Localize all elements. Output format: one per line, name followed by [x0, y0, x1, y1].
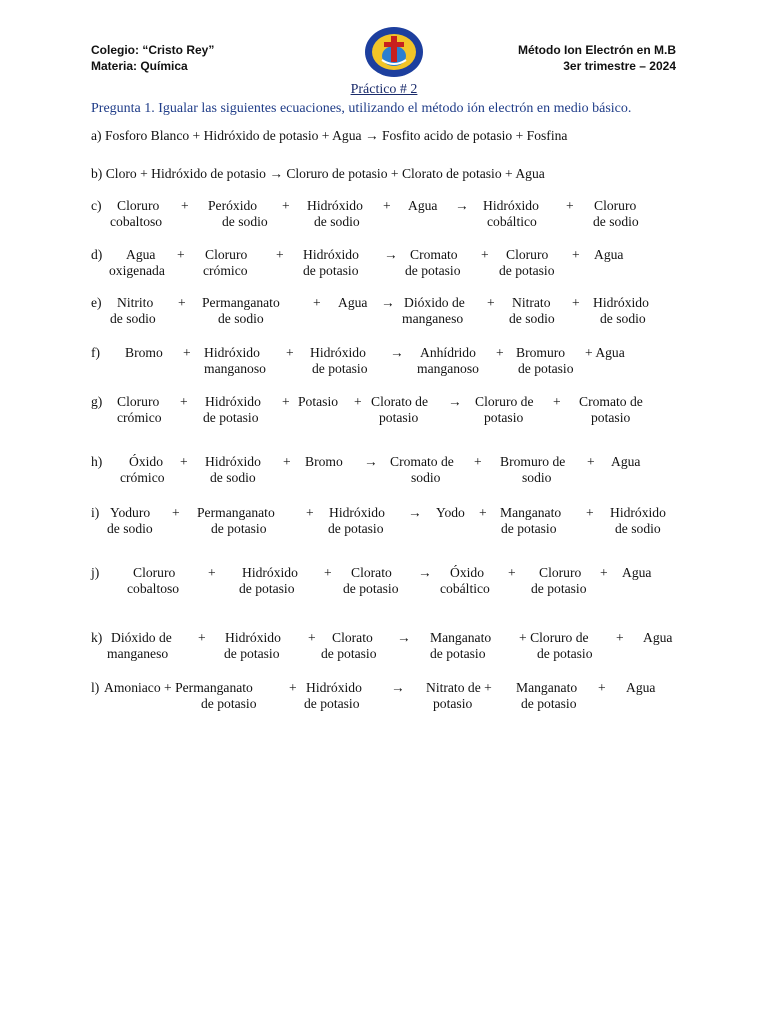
term: Yodo — [436, 505, 465, 520]
term: Dióxido de — [404, 295, 465, 310]
term: manganoso — [417, 361, 479, 376]
page-title: Práctico # 2 — [350, 82, 418, 97]
term: Cloruro de — [475, 394, 534, 409]
term: Cromato de — [579, 394, 643, 409]
operator: + — [283, 454, 291, 469]
term: Agua — [126, 247, 156, 262]
term: potasio — [591, 410, 631, 425]
subject-name: Materia: Química — [91, 59, 188, 73]
term: Cloruro — [133, 565, 176, 580]
term: + Cloruro de — [519, 630, 589, 645]
term: de potasio — [499, 263, 555, 278]
term: de potasio — [312, 361, 368, 376]
term: de sodio — [600, 311, 646, 326]
equation-d — [0, 247, 768, 281]
term: Potasio — [298, 394, 339, 409]
equation-label: h) — [91, 454, 103, 469]
equation-label: i) — [91, 505, 100, 520]
term: Hidróxido — [307, 198, 363, 213]
term: de potasio — [430, 646, 486, 661]
operator: + — [177, 247, 185, 262]
term: Agua — [408, 198, 438, 213]
term: crómico — [203, 263, 248, 278]
arrow: → — [391, 680, 405, 695]
term: de potasio — [211, 521, 267, 536]
term: de potasio — [321, 646, 377, 661]
term: Cloruro — [539, 565, 582, 580]
operator: + — [178, 295, 186, 310]
term: Peróxido — [208, 198, 258, 213]
arrow: → — [384, 247, 398, 262]
term: potasio — [433, 696, 473, 711]
term: de sodio — [210, 470, 256, 485]
arrow: → — [448, 394, 462, 409]
operator: + — [600, 565, 608, 580]
school-name: Colegio: “Cristo Rey” — [91, 43, 215, 57]
term: de potasio — [531, 581, 587, 596]
operator: + — [481, 247, 489, 262]
operator: + — [172, 505, 180, 520]
operator: + — [496, 345, 504, 360]
term: Nitrito — [117, 295, 154, 310]
term: Bromo — [305, 454, 343, 469]
equation-j — [0, 565, 768, 599]
term: de sodio — [218, 311, 264, 326]
equation-g — [0, 394, 768, 428]
equation-f — [0, 345, 768, 379]
term: de potasio — [343, 581, 399, 596]
operator: + — [487, 295, 495, 310]
term: de sodio — [107, 521, 153, 536]
equation-label: g) — [91, 394, 103, 409]
term: Yoduro — [110, 505, 151, 520]
term: Permanganato — [197, 505, 275, 520]
term: Hidróxido — [205, 454, 261, 469]
term: Manganato — [500, 505, 562, 520]
term: Óxido — [450, 565, 484, 580]
operator: + — [324, 565, 332, 580]
term: sodio — [522, 470, 552, 485]
operator: + — [180, 394, 188, 409]
term: cobáltico — [487, 214, 537, 229]
equation-label: f) — [91, 345, 101, 360]
operator: + — [553, 394, 561, 409]
term: Cloruro — [594, 198, 637, 213]
operator: + — [180, 454, 188, 469]
term: Clorato de — [371, 394, 429, 409]
operator: + — [566, 198, 574, 213]
term: de potasio — [521, 696, 577, 711]
term: Hidróxido — [610, 505, 666, 520]
operator: + — [572, 247, 580, 262]
equation-label: l) — [91, 680, 100, 695]
arrow: → — [408, 505, 422, 520]
term: de sodio — [222, 214, 268, 229]
term: de potasio — [303, 263, 359, 278]
equation-label: j) — [91, 565, 100, 580]
header-left — [91, 42, 214, 74]
term: Clorato — [332, 630, 373, 645]
term: Cromato — [410, 247, 458, 262]
term: cobaltoso — [110, 214, 163, 229]
term: Hidróxido — [306, 680, 362, 695]
equation-l — [0, 680, 768, 714]
term: Manganato — [516, 680, 578, 695]
operator: + — [572, 295, 580, 310]
operator: + — [586, 505, 594, 520]
term: Agua — [611, 454, 641, 469]
operator: + — [308, 630, 316, 645]
term: Hidróxido — [329, 505, 385, 520]
term: de potasio — [224, 646, 280, 661]
term: de potasio — [405, 263, 461, 278]
arrow: → — [381, 295, 395, 310]
equation-label: d) — [91, 247, 103, 262]
equation-label: e) — [91, 295, 102, 310]
term: Cromato de — [390, 454, 454, 469]
operator: + — [479, 505, 487, 520]
term: de potasio — [328, 521, 384, 536]
term: Amoniaco + Permanganato — [104, 680, 253, 695]
equation-label: k) — [91, 630, 103, 645]
term: manganeso — [402, 311, 464, 326]
arrow: → — [397, 630, 411, 645]
operator: + — [198, 630, 206, 645]
term: Agua — [338, 295, 368, 310]
term: de sodio — [509, 311, 555, 326]
term: Nitrato de + — [426, 680, 492, 695]
term: manganoso — [204, 361, 266, 376]
term: cobaltoso — [127, 581, 180, 596]
equation-e — [0, 295, 768, 329]
term: de sodio — [593, 214, 639, 229]
operator: + — [282, 198, 290, 213]
term: Dióxido de — [111, 630, 172, 645]
term: oxigenada — [109, 263, 165, 278]
term: Hidróxido — [205, 394, 261, 409]
arrow: → — [455, 198, 469, 213]
header-right — [518, 42, 676, 74]
term: Cloruro — [117, 198, 160, 213]
term: de sodio — [615, 521, 661, 536]
term: Hidróxido — [310, 345, 366, 360]
operator: + — [508, 565, 516, 580]
term: Hidróxido — [204, 345, 260, 360]
term: Cloruro — [117, 394, 160, 409]
operator: + — [276, 247, 284, 262]
term: Óxido — [129, 454, 163, 469]
term: Cloruro — [205, 247, 248, 262]
operator: + — [286, 345, 294, 360]
arrow: → — [418, 565, 432, 580]
term: potasio — [484, 410, 524, 425]
equation-c — [0, 198, 768, 232]
operator: + — [183, 345, 191, 360]
term: de potasio — [537, 646, 593, 661]
term: Agua — [594, 247, 624, 262]
question-text: Pregunta 1. Igualar las siguientes ecuaciones, utilizando el método ión electrón en medio básico. — [91, 101, 632, 116]
operator: + — [208, 565, 216, 580]
term: crómico — [120, 470, 165, 485]
term: Hidróxido — [242, 565, 298, 580]
operator: + — [282, 394, 290, 409]
equation-k — [0, 630, 768, 664]
equation-label: c) — [91, 198, 102, 213]
term: de sodio — [110, 311, 156, 326]
term: de potasio — [203, 410, 259, 425]
term: sodio — [411, 470, 441, 485]
operator: + — [598, 680, 606, 695]
operator: + — [181, 198, 189, 213]
term: cobáltico — [440, 581, 490, 596]
operator: + — [289, 680, 297, 695]
term: Manganato — [430, 630, 492, 645]
term: Permanganato — [202, 295, 280, 310]
term: de sodio — [314, 214, 360, 229]
operator: + — [587, 454, 595, 469]
operator: + Agua — [585, 345, 625, 360]
equation-b: b) Cloro + Hidróxido de potasio → Cloruro de potasio + Clorato de potasio + Agua — [91, 166, 545, 181]
term: Nitrato — [512, 295, 551, 310]
term: Hidróxido — [483, 198, 539, 213]
term: Bromuro de — [500, 454, 566, 469]
term: de potasio — [201, 696, 257, 711]
term: Cloruro — [506, 247, 549, 262]
term: de potasio — [239, 581, 295, 596]
term: Agua — [626, 680, 656, 695]
term: Clorato — [351, 565, 392, 580]
arrow: → — [364, 454, 378, 469]
term: Anhídrido — [420, 345, 476, 360]
term: Hidróxido — [225, 630, 281, 645]
operator: + — [616, 630, 624, 645]
term: de potasio — [304, 696, 360, 711]
arrow: → — [390, 345, 404, 360]
term: manganeso — [107, 646, 169, 661]
term: de potasio — [518, 361, 574, 376]
term: de potasio — [501, 521, 557, 536]
equation-i — [0, 505, 768, 539]
operator: + — [354, 394, 362, 409]
operator: + — [306, 505, 314, 520]
term: Bromo — [125, 345, 163, 360]
equation-h — [0, 454, 768, 488]
operator: + — [313, 295, 321, 310]
operator: + — [474, 454, 482, 469]
school-logo — [364, 26, 424, 78]
term: potasio — [379, 410, 419, 425]
term: Hidróxido — [593, 295, 649, 310]
equation-a: a) Fosforo Blanco + Hidróxido de potasio + Agua → Fosfito acido de potasio + Fosfina — [91, 128, 568, 143]
method-name: Método Ion Electrón en M.B — [518, 43, 676, 57]
term: Bromuro — [516, 345, 566, 360]
term: Agua — [622, 565, 652, 580]
operator: + — [383, 198, 391, 213]
term: Agua — [643, 630, 673, 645]
term: crómico — [117, 410, 162, 425]
term: Hidróxido — [303, 247, 359, 262]
term-label: 3er trimestre – 2024 — [563, 59, 676, 73]
